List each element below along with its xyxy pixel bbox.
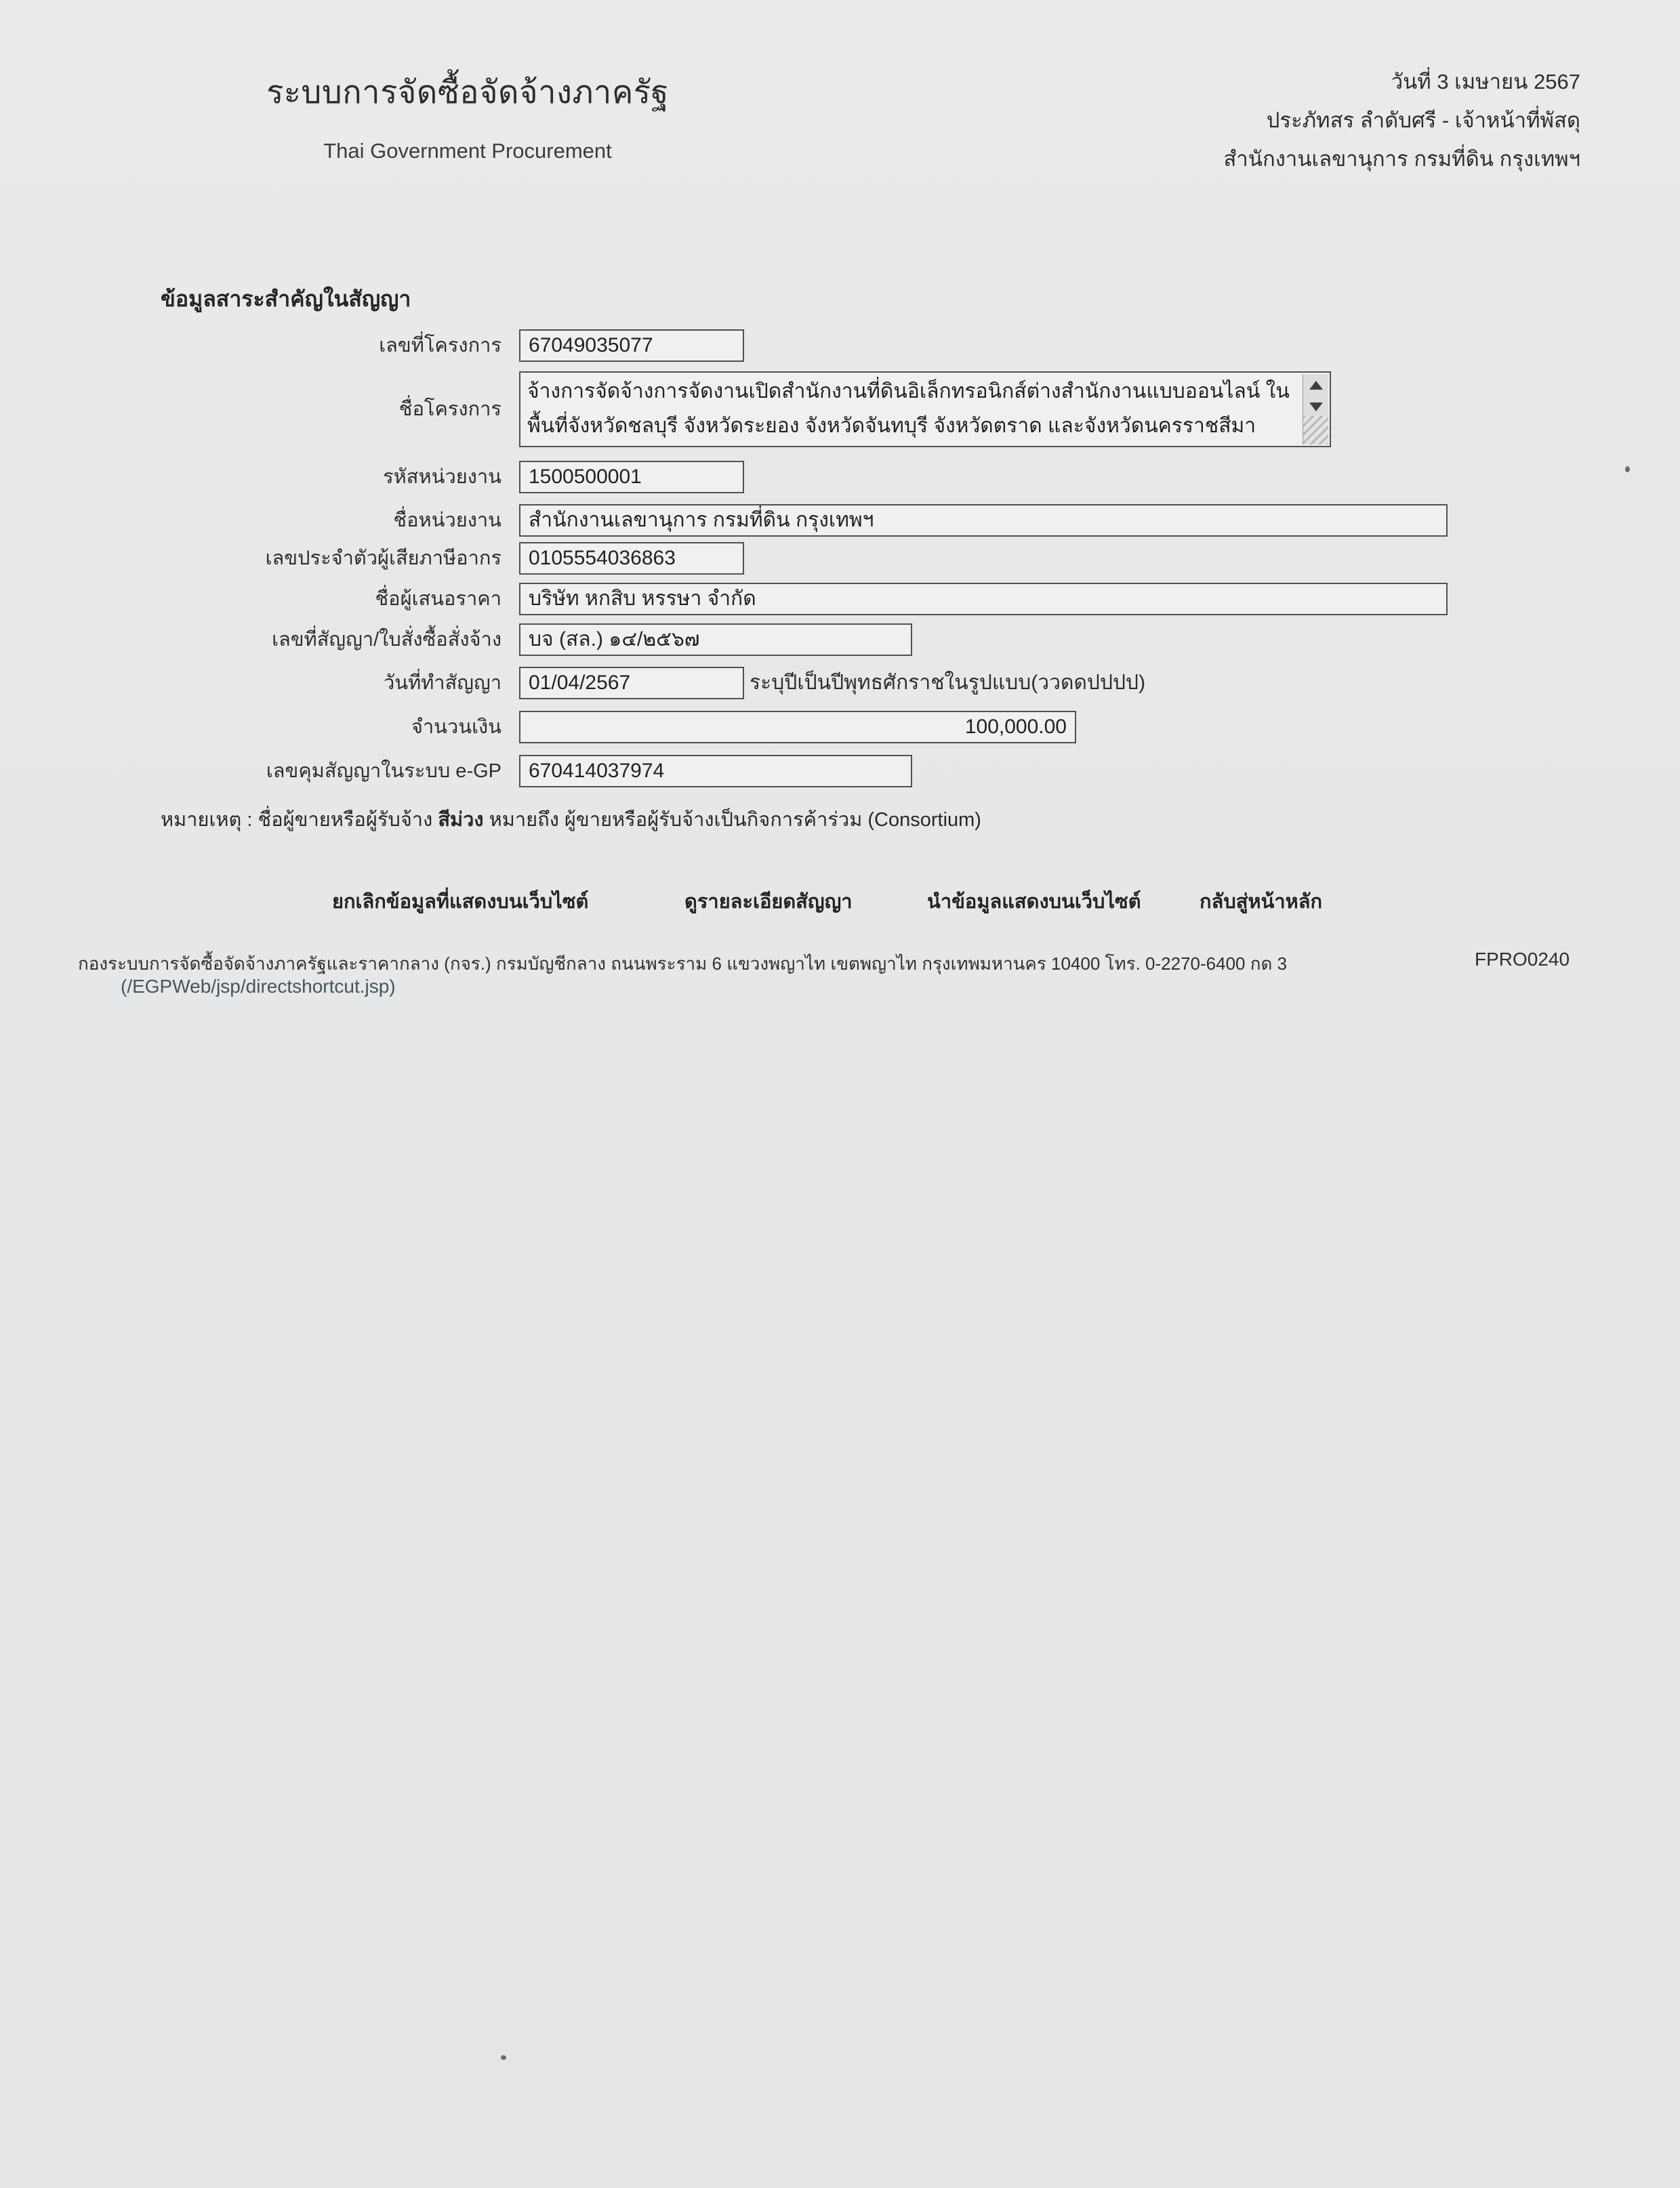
section-title: ข้อมูลสาระสำคัญในสัญญา [161,287,411,311]
form-code: FPRO0240 [1475,949,1570,970]
consortium-note [161,804,981,835]
contract-date-format-hint: ระบุปีเป็นปีพุทธศักราชในรูปแบบ(ววดดปปปป) [750,672,1146,694]
project-name-textarea[interactable] [519,371,1331,447]
bidder-name-input[interactable]: บริษัท หกสิบ หรรษา จำกัด [519,583,1448,615]
note-prefix: หมายเหตุ : ชื่อผู้ขายหรือผู้รับจ้าง [161,809,438,831]
field-row-agency-name [0,504,1680,537]
bidder-name-label: ชื่อผู้เสนอราคา [375,588,501,610]
scroll-down-icon[interactable] [1303,396,1329,417]
egp-number-input[interactable]: 670414037974 [519,755,912,787]
amount-input[interactable]: 100,000.00 [519,711,1076,743]
scan-artifact [1625,466,1630,472]
app-title-thai: ระบบการจัดซื้อจัดจ้างภาครัฐ [266,74,669,110]
footer-agency-address: กองระบบการจัดซื้อจัดจ้างภาครัฐและราคากลาง (กจร.) กรมบัญชีกลาง ถนนพระราม 6 แขวงพญาไท เขตพญาไท กรุงเทพมหานคร 10400 โทร. 0-2270-6400 กด 3 [78,953,1288,974]
resize-grip-icon[interactable] [1303,416,1328,445]
contract-date-label: วันที่ทำสัญญา [383,672,501,694]
agency-code-label: รหัสหน่วยงาน [383,466,501,488]
current-date: วันที่ 3 เมษายน 2567 [1391,70,1580,94]
project-name-label: ชื่อโครงการ [398,398,501,420]
field-row-contract-date [0,667,1680,699]
scroll-up-icon[interactable] [1303,374,1329,396]
back-to-home-button[interactable]: กลับสู่หน้าหลัก [1200,891,1323,913]
agency-name-input[interactable]: สำนักงานเลขานุการ กรมที่ดิน กรุงเทพฯ [519,504,1448,537]
project-number-input[interactable]: 67049035077 [519,329,744,362]
project-name-text: จ้างการจัดจ้างการจัดงานเปิดสำนักงานที่ดินอิเล็กทรอนิกส์ต่างสำนักงานแบบออนไลน์ ในพื้นที่จังหวัดชลบุรี จังหวัดระยอง จังหวัดจันทบุรี จังหวัดตราด และจังหวัดนครราชสีมา [527,380,1290,437]
contract-number-label: เลขที่สัญญา/ใบสั่งซื้อสั่งจ้าง [272,629,501,651]
header-meta [1223,62,1580,178]
tax-id-input[interactable]: 0105554036863 [519,542,744,575]
contract-date-input[interactable]: 01/04/2567 [519,667,744,699]
contract-number-input[interactable]: บจ (สล.) ๑๔/๒๕๖๗ [519,623,912,656]
page-url-path: (/EGPWeb/jsp/directshortcut.jsp) [121,976,396,997]
textarea-scrollbar[interactable] [1303,374,1328,445]
egp-number-label: เลขคุมสัญญาในระบบ e-GP [266,760,501,782]
logged-in-user: ประภัทสร ลำดับศรี - เจ้าหน้าที่พัสดุ [1266,108,1580,132]
note-highlight: สีม่วง [438,809,484,831]
app-brand [230,66,705,163]
user-organization: สำนักงานเลขานุการ กรมที่ดิน กรุงเทพฯ [1223,147,1580,171]
field-row-egp-number [0,755,1680,787]
field-row-amount [0,711,1680,743]
field-row-contract-number [0,623,1680,656]
publish-web-display-button[interactable]: นำข้อมูลแสดงบนเว็บไซต์ [927,891,1141,913]
view-contract-details-button[interactable]: ดูรายละเอียดสัญญา [684,891,853,913]
scan-artifact [501,2055,506,2060]
note-suffix: หมายถึง ผู้ขายหรือผู้รับจ้างเป็นกิจการค้าร่วม (Consortium) [483,809,981,831]
amount-label: จำนวนเงิน [411,716,501,738]
project-number-label: เลขที่โครงการ [379,335,501,356]
field-row-project-number [0,329,1680,362]
field-row-tax-id [0,542,1680,575]
agency-name-label: ชื่อหน่วยงาน [393,510,501,531]
field-row-agency-code [0,461,1680,493]
agency-code-input[interactable]: 1500500001 [519,461,744,493]
field-row-bidder-name [0,583,1680,615]
cancel-web-display-button[interactable]: ยกเลิกข้อมูลที่แสดงบนเว็บไซต์ [332,891,589,913]
tax-id-label: เลขประจำตัวผู้เสียภาษีอากร [265,548,501,569]
app-title-english: Thai Government Procurement [323,139,612,163]
